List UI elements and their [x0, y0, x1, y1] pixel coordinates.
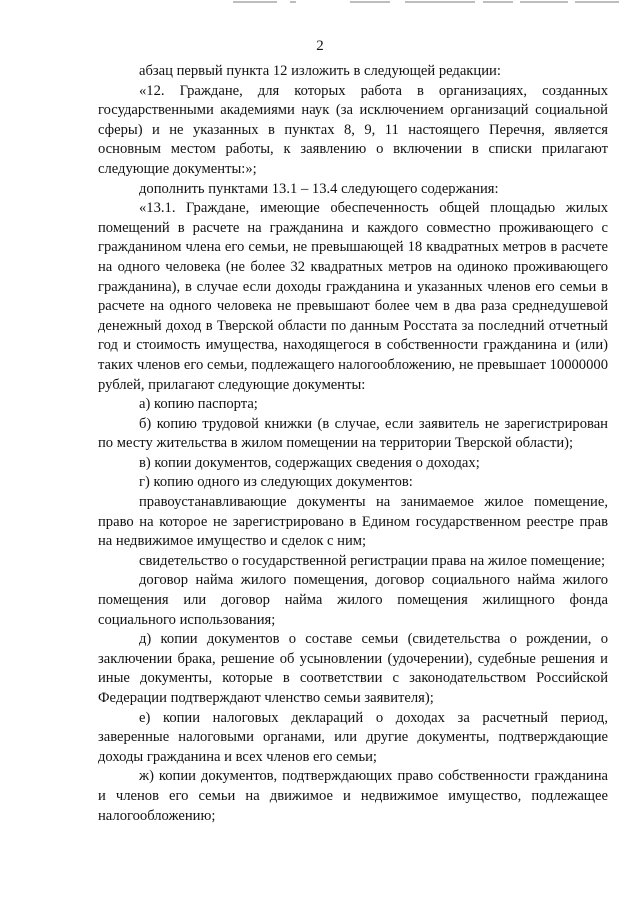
- list-item-a: а) копию паспорта;: [139, 396, 258, 413]
- document-body: [98, 62, 608, 826]
- scan-top-edge: [0, 0, 640, 6]
- list-subitem-ownership-docs: правоустанавливающие документы на занимаемое жилое помещение, право на которое не зарегистрировано в Едином государственном реестре прав на недвижимое имущество и сделок с ним;: [98, 494, 608, 550]
- list-subitem-lease-agreement: договор найма жилого помещения, договор социального найма жилого помещения или договор найма жилого помещения жилищного фонда социального использования;: [98, 572, 608, 628]
- list-item-g: г) копию одного из следующих документов:: [139, 474, 413, 491]
- list-item-v: в) копии документов, содержащих сведения о доходах;: [139, 454, 480, 471]
- page-number: 2: [316, 38, 324, 54]
- paragraph-item-13-1: «13.1. Граждане, имеющие обеспеченность общей площадью жилых помещений в расчете на гражданина и каждого совместно проживающего с гражданином члена его семьи, не превышающей 18 квадратных метров в расчете на одного человека (не более 32 квадратных метров на одиноко проживающего гражданина), в случае если доходы гражданина и указанных членов его семьи в расчете на одного человека не превышают более чем в два раза среднедушевой денежный доход в Тверской области по данным Росстата за последний отчетный год и стоимость имущества, находящегося в собственности гражданина и (или) таких членов его семьи, подлежащего налогообложению, не превышает 10000000 рублей, прилагают следующие документы:: [98, 200, 608, 393]
- list-item-zh: ж) копии документов, подтверждающих право собственности гражданина и членов его семьи на движимое и недвижимое имущество, подлежащее налогообложению;: [98, 768, 608, 824]
- paragraph-item-12: «12. Граждане, для которых работа в организациях, созданных государственными академиями наук (за исключением организаций социальной сферы) и не указанных в пунктах 8, 9, 11 настоящего Перечня, является основным местом работы, к заявлению о включении в списки прилагают следующие документы:»;: [98, 82, 608, 177]
- list-item-e: е) копии налоговых деклараций о доходах за расчетный период, заверенные налоговыми органами, или другие документы, подтверждающие доходы гражданина и всех членов его семьи;: [98, 709, 608, 765]
- list-item-b: б) копию трудовой книжки (в случае, если заявитель не зарегистрирован по месту жительства в жилом помещении на территории Тверской области);: [98, 415, 608, 452]
- list-subitem-registration-certificate: свидетельство о государственной регистрации права на жилое помещение;: [139, 552, 606, 569]
- list-item-d: д) копии документов о составе семьи (свидетельства о рождении, о заключении брака, решение об усыновлении (удочерении), судебные решения и иные документы, которые в соответствии с законодательством Российской Федерации подтверждают членство семьи заявителя);: [98, 631, 608, 706]
- paragraph-intro-item-12: абзац первый пункта 12 изложить в следующей редакции:: [139, 63, 501, 79]
- paragraph-intro-items-13: дополнить пунктами 13.1 – 13.4 следующего содержания:: [139, 180, 499, 197]
